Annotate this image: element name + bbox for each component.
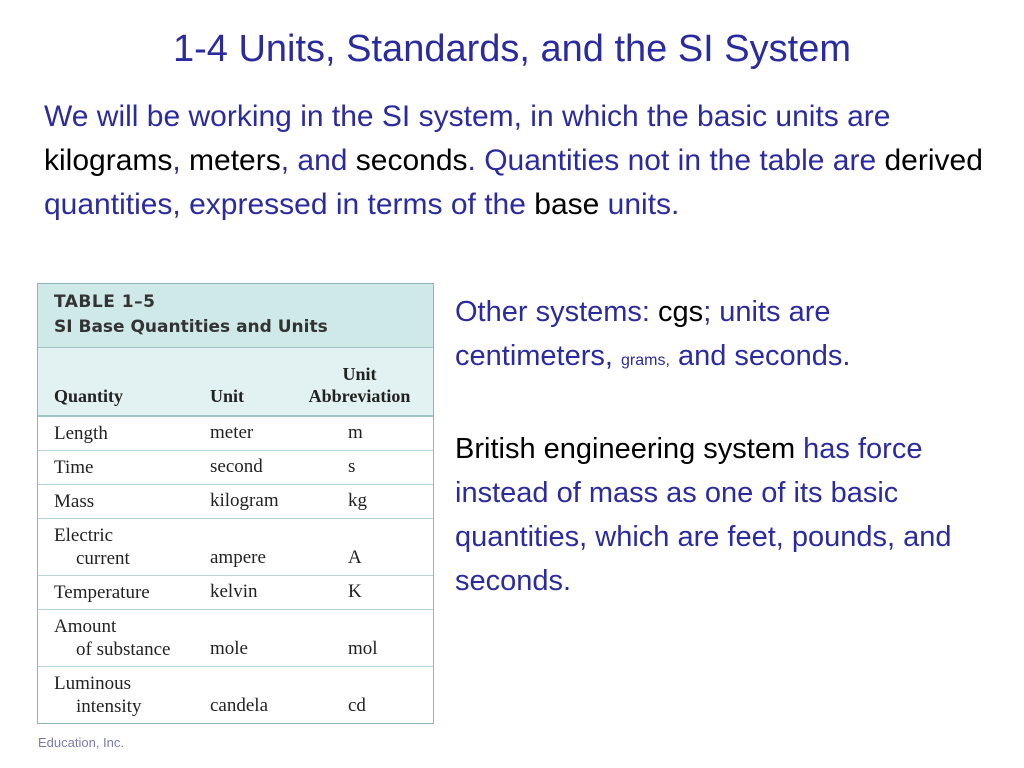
row-quantity: Mass	[54, 491, 95, 512]
abbr-header-line2: Abbreviation	[308, 386, 411, 406]
side-notes	[455, 290, 995, 603]
keyword-kilograms: kilograms	[44, 144, 173, 177]
intro-text: units.	[599, 188, 680, 221]
table-header	[38, 284, 433, 347]
table-row	[38, 485, 433, 519]
si-base-units-table	[37, 283, 434, 724]
keyword-meters: meters	[189, 144, 281, 177]
intro-text: We will be working in the SI system, in which the basic units are	[44, 100, 891, 133]
row-unit: candela	[210, 695, 269, 716]
table-caption: SI Base Quantities and Units	[54, 317, 328, 337]
intro-paragraph	[44, 95, 984, 227]
row-abbreviation: A	[348, 547, 362, 568]
row-quantity: Temperature	[54, 582, 150, 603]
row-abbreviation: mol	[348, 638, 378, 659]
row-quantity: Time	[54, 457, 94, 478]
row-unit: second	[210, 456, 263, 477]
column-header-abbreviation	[296, 363, 423, 407]
intro-text: , and	[280, 144, 356, 177]
row-unit: kilogram	[210, 490, 279, 511]
table-row	[38, 667, 433, 723]
keyword-cgs: cgs	[658, 296, 704, 328]
row-abbreviation: s	[348, 456, 356, 477]
intro-text: quantities, expressed in terms of the	[44, 188, 535, 221]
spacer	[455, 383, 995, 427]
table-row	[38, 519, 433, 576]
slide-title: 1-4 Units, Standards, and the SI System	[172, 28, 851, 70]
keyword-british-engineering-system: British engineering system	[455, 433, 796, 465]
note-other-systems	[455, 290, 995, 383]
abbr-header-line1: Unit	[342, 364, 377, 384]
intro-text: ,	[172, 144, 190, 177]
table-row	[38, 576, 433, 610]
row-abbreviation: K	[348, 581, 362, 602]
column-header-unit: Unit	[210, 386, 245, 406]
note-text: Other systems:	[455, 296, 659, 328]
row-abbreviation: kg	[348, 490, 367, 511]
row-unit: mole	[210, 638, 248, 659]
row-quantity: Luminous	[54, 673, 132, 694]
table-row	[38, 417, 433, 451]
row-abbreviation: cd	[348, 695, 366, 716]
row-unit: ampere	[210, 547, 266, 568]
keyword-base: base	[534, 188, 600, 221]
row-unit: meter	[210, 422, 254, 443]
column-header-quantity: Quantity	[54, 386, 124, 406]
intro-text: . Quantities not in the table are	[467, 144, 885, 177]
note-text: has force instead of mass as one of its basic quantities, which are feet, pounds, and seconds.	[455, 433, 952, 597]
note-grams: grams,	[621, 352, 670, 369]
column-headers	[38, 347, 433, 417]
keyword-seconds: seconds	[355, 144, 468, 177]
row-unit: kelvin	[210, 581, 258, 602]
row-quantity-cont: of substance	[76, 639, 171, 660]
row-quantity-cont: intensity	[76, 696, 142, 717]
note-british-system	[455, 427, 995, 603]
table-label: TABLE 1–5	[54, 292, 156, 312]
keyword-derived: derived	[884, 144, 983, 177]
row-quantity: Electric	[54, 525, 114, 546]
note-text: ; units are centimeters,	[455, 296, 831, 372]
table-row	[38, 451, 433, 485]
row-quantity: Amount	[54, 616, 117, 637]
row-abbreviation: m	[348, 422, 363, 443]
table-row	[38, 610, 433, 667]
copyright-footer: Education, Inc.	[38, 735, 124, 750]
row-quantity: Length	[54, 423, 108, 444]
row-quantity-cont: current	[76, 548, 130, 569]
note-text: and seconds.	[669, 340, 851, 372]
